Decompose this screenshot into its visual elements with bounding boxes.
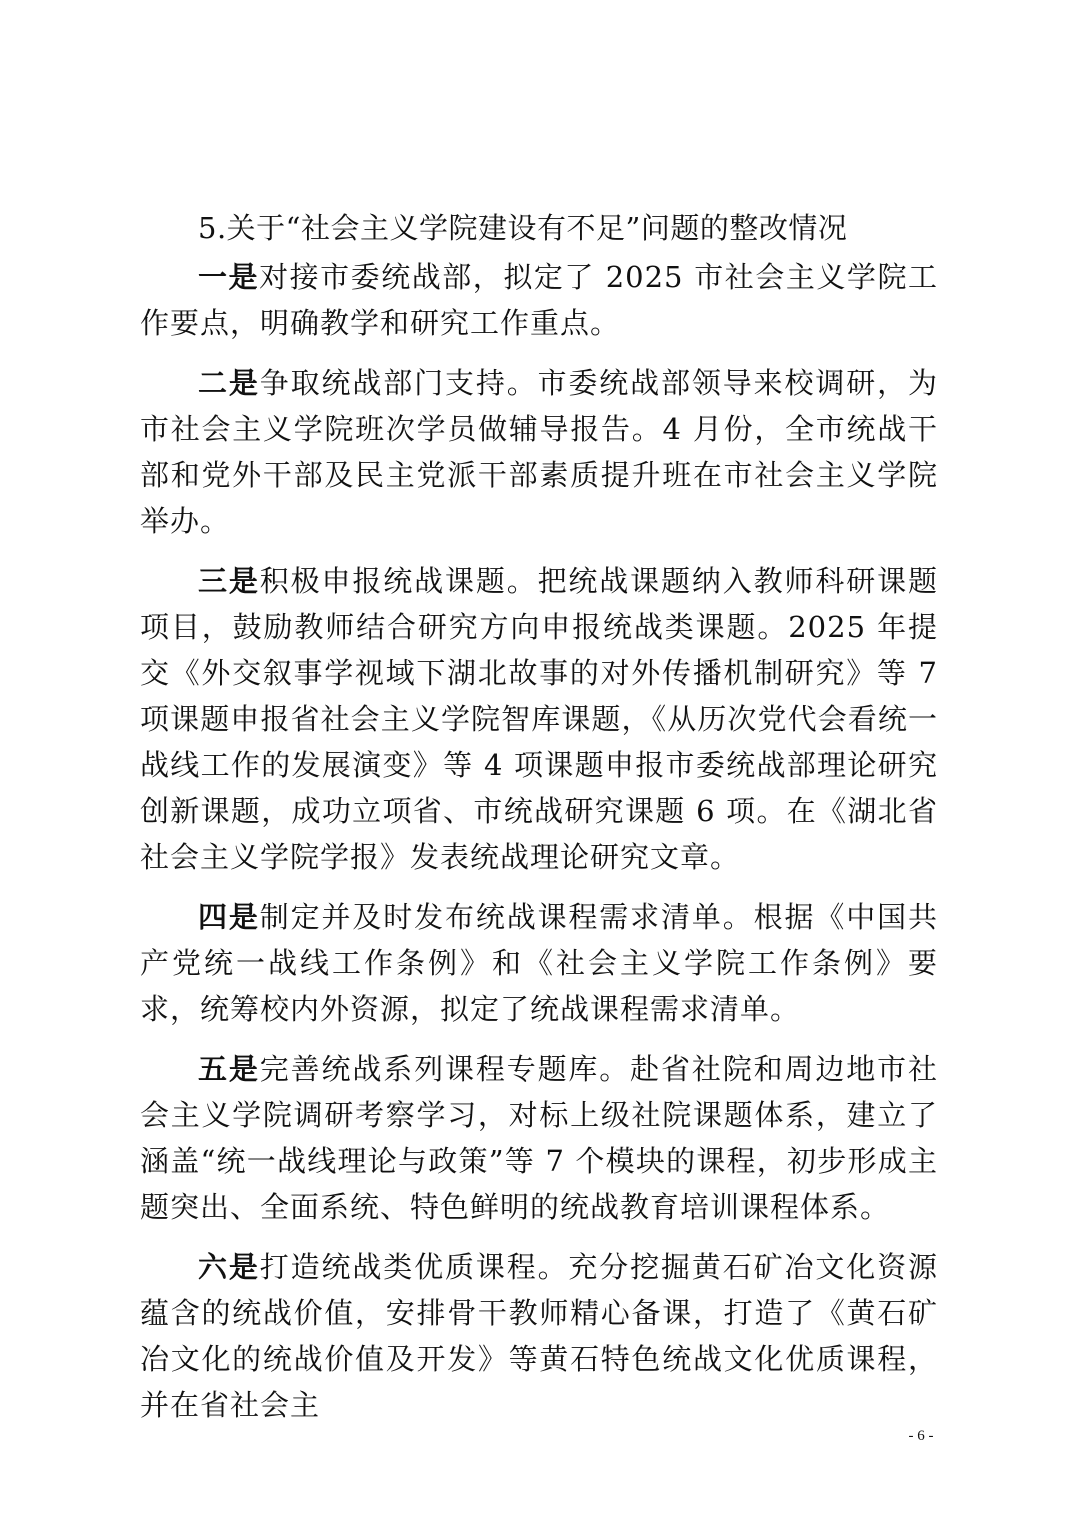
paragraph-4-lead: 四是 — [198, 900, 260, 934]
paragraph-2 — [140, 360, 938, 544]
paragraph-1 — [140, 254, 938, 346]
paragraph-1-lead: 一是 — [198, 260, 260, 294]
paragraph-5-lead: 五是 — [198, 1052, 260, 1086]
paragraph-6-lead: 六是 — [198, 1250, 260, 1284]
paragraph-6-text: 打造统战类优质课程。充分挖掘黄石矿冶文化资源蕴含的统战价值，安排骨干教师精心备课，打造了《黄石矿冶文化的统战价值及开发》等黄石特色统战文化优质课程，并在省社会主 — [140, 1250, 938, 1422]
paragraph-1-text: 对接市委统战部，拟定了 2025 市社会主义学院工作要点，明确教学和研究工作重点。 — [140, 260, 938, 340]
paragraph-2-text: 争取统战部门支持。市委统战部领导来校调研，为市社会主义学院班次学员做辅导报告。4 月份，全市统战干部和党外干部及民主党派干部素质提升班在市社会主义学院举办。 — [140, 366, 938, 538]
paragraph-6 — [140, 1244, 938, 1428]
paragraph-3 — [140, 558, 938, 880]
paragraph-4 — [140, 894, 938, 1032]
paragraph-5-text: 完善统战系列课程专题库。赴省社院和周边地市社会主义学院调研考察学习，对标上级社院课题体系，建立了涵盖“统一战线理论与政策”等 7 个模块的课程，初步形成主题突出、全面系统、特色鲜明的统战教育培训课程体系。 — [140, 1052, 938, 1224]
document-body — [140, 206, 938, 1442]
paragraph-2-lead: 二是 — [198, 366, 260, 400]
section-heading: 5.关于“社会主义学院建设有不足”问题的整改情况 — [198, 211, 848, 245]
paragraph-3-text: 积极申报统战课题。把统战课题纳入教师科研课题项目，鼓励教师结合研究方向申报统战类课题。2025 年提交《外交叙事学视域下湖北故事的对外传播机制研究》等 7 项课题申报省社会主义学院智库课题，《从历次党代会看统一战线工作的发展演变》等 4 项课题申报市委统战部理论研究创新课题，成功立项省、市统战研究课题 6 项。在《湖北省社会主义学院学报》发表统战理论研究文章。 — [140, 564, 938, 874]
paragraph-4-text: 制定并及时发布统战课程需求清单。根据《中国共产党统一战线工作条例》和《社会主义学院工作条例》要求，统筹校内外资源，拟定了统战课程需求清单。 — [140, 900, 938, 1026]
page-number: - 6 - — [908, 1428, 934, 1444]
paragraph-5 — [140, 1046, 938, 1230]
paragraph-3-lead: 三是 — [198, 564, 260, 598]
